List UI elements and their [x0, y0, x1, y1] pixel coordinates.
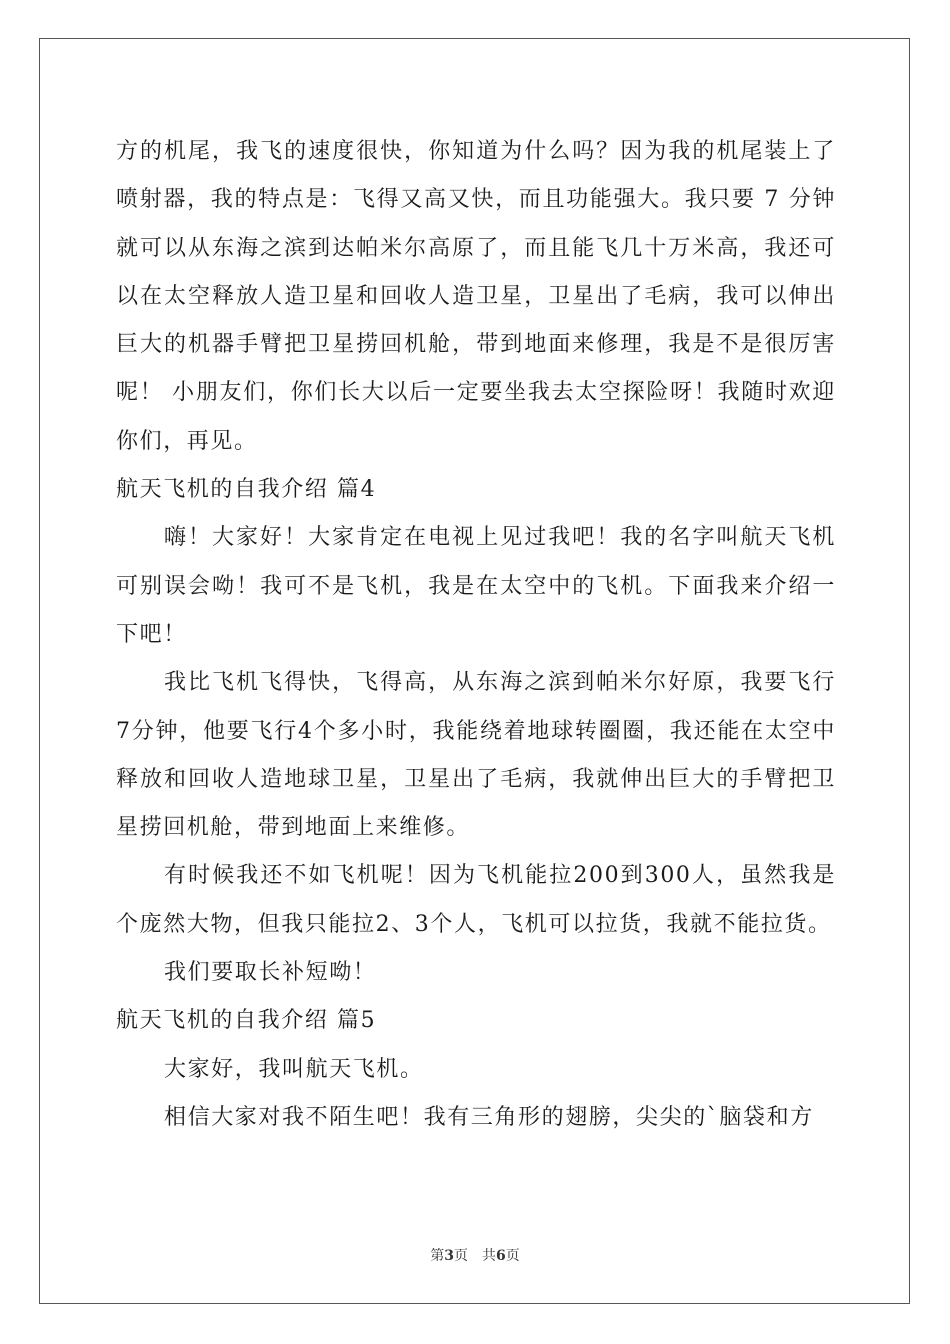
paragraph: 大家好，我叫航天飞机。	[164, 1056, 424, 1082]
page-number: 3	[444, 1248, 454, 1264]
section-heading-5: 航天飞机的自我介绍 篇5	[116, 1008, 377, 1034]
paragraph: 有时候我还不如飞机呢！因为飞机能拉200到300人，虽然我是个庞然大物，但我只能拉2、3个人，飞机可以拉货，我就不能拉货。	[116, 863, 836, 937]
page-prefix: 第	[430, 1248, 445, 1264]
paragraph: 相信大家对我不陌生吧！我有三角形的翅膀，尖尖的`脑袋和方	[164, 1104, 814, 1130]
document-body	[116, 128, 836, 1142]
paragraph-continued: 方的机尾，我飞的速度很快，你知道为什么吗？因为我的机尾装上了喷射器，我的特点是：飞得又高又快，而且功能强大。我只要 7 分钟就可以从东海之滨到达帕米尔高原了，而且能飞几十万米高，我还可以在太空释放人造卫星和回收人造卫星，卫星出了毛病，我可以伸出巨大的机器手臂把卫星捞回机舱，带到地面来修理，我是不是很厉害呢！ 小朋友们，你们长大以后一定要坐我去太空探险呀！我随时欢迎你们，再见。	[116, 139, 836, 454]
paragraph: 嗨！大家好！大家肯定在电视上见过我吧！我的名字叫航天飞机可别误会呦！我可不是飞机，我是在太空中的飞机。下面我来介绍一下吧！	[116, 525, 836, 647]
page-footer	[0, 1245, 950, 1265]
total-suffix: 页	[505, 1248, 520, 1264]
paragraph: 我们要取长补短呦！	[164, 960, 377, 986]
paragraph: 我比飞机飞得快，飞得高，从东海之滨到帕米尔好原，我要飞行7分钟，他要飞行4个多小时，我能绕着地球转圈圈，我还能在太空中释放和回收人造地球卫星，卫星出了毛病，我就伸出巨大的手臂把卫星捞回机舱，带到地面上来维修。	[116, 670, 836, 841]
section-heading-4: 航天飞机的自我介绍 篇4	[116, 477, 377, 503]
total-prefix: 共	[482, 1248, 496, 1264]
page-suffix: 页	[454, 1248, 468, 1264]
total-pages: 6	[496, 1248, 506, 1264]
